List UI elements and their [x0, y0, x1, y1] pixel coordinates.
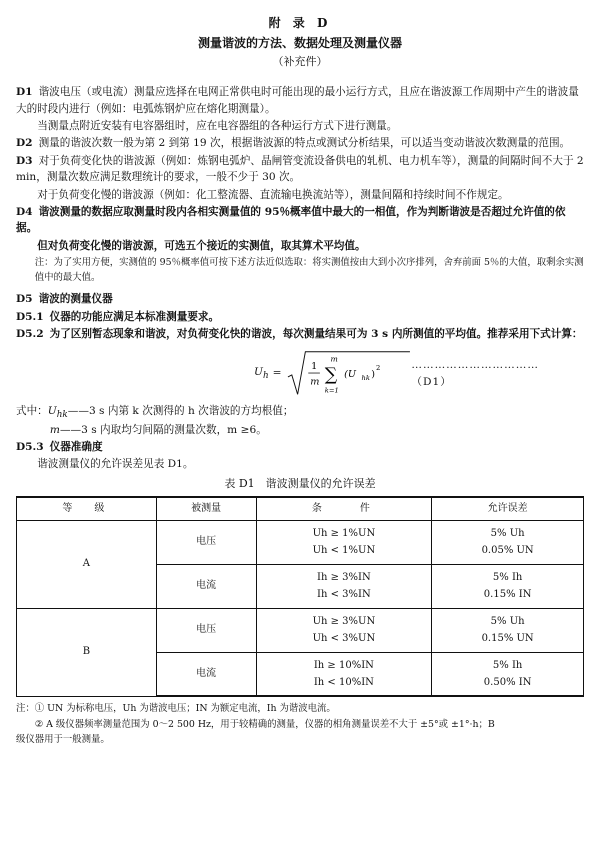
paragraph-d4-note: 注：为了实用方便，实测值的 95％概率值可按下述方法近似选取：将实测值按由大到小次序排列，舍弃前面 5％的大值，取剩余实测值中的最大值。: [34, 257, 584, 284]
clause-label: D4: [16, 206, 33, 219]
paragraph-d5: [16, 291, 584, 307]
clause-label: D5.3: [16, 440, 44, 453]
formula-term-close: ): [370, 368, 375, 380]
footnote-1: 注：① UN 为标称电压，Uh 为谐波电压；IN 为额定电流，Ih 为谐波电流。: [16, 703, 336, 715]
quantity-cell: 电流: [156, 652, 256, 696]
error-table: [16, 496, 584, 698]
appendix-subtitle: 测量谐波的方法、数据处理及测量仪器: [197, 35, 402, 50]
paragraph-d52: [16, 326, 584, 342]
formula-frac-den: m: [309, 376, 319, 388]
formula-def-1: 式中：$U_{hk}——3$ s 内第 k 次测得的 h 次谐波的方均根值；: [16, 404, 294, 420]
formula-lhs: $U_h$: [254, 365, 269, 381]
formula-term: (U: [343, 368, 356, 380]
formula-number: （D1）: [411, 375, 452, 388]
footnote-2: ② A 级仪器频率测量范围为 0～2 500 Hz，用于较精确的测量，仪器的相角测量误差不大于 ±5°或 ±1°·h；B: [34, 718, 495, 730]
appendix-note: （补充件）: [272, 55, 328, 69]
condition-cell: Uh ≥ 3%UN Uh < 3%UN: [256, 608, 432, 652]
formula-root-icon: [286, 347, 412, 401]
formula-equals: =: [272, 367, 282, 380]
table-header-row: [17, 497, 584, 521]
paragraph-d4-cont: 但对负荷变化慢的谐波源，可选五个接近的实测值，取其算术平均值。: [37, 239, 366, 252]
table-row: [17, 520, 584, 564]
header-quantity: 被测量: [156, 497, 256, 521]
table-row: [17, 608, 584, 652]
clause-label: D5: [16, 293, 33, 306]
clause-text: 仪器准确度: [49, 440, 103, 453]
error-cell: 5% Uh 0.15% UN: [432, 608, 584, 652]
grade-cell: B: [17, 608, 157, 696]
quantity-cell: 电压: [156, 520, 256, 564]
formula-term-sub: hk: [361, 373, 370, 382]
formula-exp: 2: [375, 363, 380, 372]
paragraph-d53-cont: 谐波测量仪的允许误差见表 D1。: [37, 458, 194, 471]
paragraph-d1: [16, 84, 584, 117]
clause-text: 测量的谐波次数一般为第 2 到第 19 次，根据谐波源的特点或测试分析结果，可以适当变动谐波次数测量的范围。: [38, 137, 571, 150]
quantity-cell: 电压: [156, 608, 256, 652]
clause-label: D5.1: [16, 310, 44, 323]
condition-cell: Ih ≥ 3%IN Ih < 3%IN: [256, 564, 432, 608]
paragraph-d1-cont: 当测量点附近安装有电容器组时，应在电容器组的各种运行方式下进行测量。: [37, 120, 398, 133]
formula-d1: [16, 347, 584, 401]
paragraph-d3-cont: 对于负荷变化慢的谐波源（例如：化工整流器、直流输电换流站等），测量间隔和持续时间不作规定。: [37, 188, 509, 201]
clause-text: 谐波电压（或电流）测量应选择在电网正常供电时可能出现的最小运行方式，且应在谐波源工作周期中产生的谐波量大的时段内进行（例如：电弧炼钢炉应在熔化期测量）。: [16, 86, 579, 115]
clause-text: 谐波测量的数据应取测量时段内各相实测量值的 95％概率值中最大的一相值，作为判断谐波是否超过允许值的依据。: [16, 206, 566, 235]
formula-sum-bottom: k=1: [324, 386, 339, 395]
paragraph-d4: [16, 204, 584, 237]
clause-label: D1: [16, 86, 33, 99]
table-caption: 表 D1 谐波测量仪的允许误差: [224, 476, 376, 490]
paragraph-d3: [16, 153, 584, 186]
clause-text: 仪器的功能应满足本标准测量要求。: [49, 310, 220, 323]
clause-text: 谐波的测量仪器: [38, 293, 113, 306]
formula-frac-num: 1: [310, 360, 317, 372]
formula-def-2: m——3 s 内取均匀间隔的测量次数，m ≥6。: [49, 424, 267, 437]
error-cell: 5% Uh 0.05% UN: [432, 520, 584, 564]
paragraph-d2: [16, 135, 584, 151]
svg-text:∑: ∑: [324, 364, 337, 385]
condition-cell: Uh ≥ 1%UN Uh < 1%UN: [256, 520, 432, 564]
clause-text: 对于负荷变化快的谐波源（例如：炼钢电弧炉、晶闸管变流设备供电的轧机、电力机车等），测量的间隔时间不大于 2 min，测量次数应满足数理统计的要求，一般不少于 30 次。: [16, 154, 584, 184]
grade-cell: A: [17, 520, 157, 608]
formula-sum-top: m: [330, 354, 338, 364]
header-grade: 等 级: [17, 497, 157, 521]
clause-text: 为了区别暂态现象和谐波，对负荷变化快的谐波，每次测量结果可为 3 s 内所测值的平均值。推荐采用下式计算：: [49, 328, 583, 341]
error-cell: 5% Ih 0.50% IN: [432, 652, 584, 696]
condition-cell: Ih ≥ 10%IN Ih < 10%IN: [256, 652, 432, 696]
clause-label: D2: [16, 137, 33, 150]
paragraph-d51: [16, 309, 584, 325]
header-error: 允许误差: [432, 497, 584, 521]
error-cell: 5% Ih 0.15% IN: [432, 564, 584, 608]
header-condition: 条 件: [256, 497, 432, 521]
clause-label: D3: [16, 154, 33, 167]
paragraph-d53: [16, 439, 584, 455]
clause-label: D5.2: [16, 328, 44, 341]
table-footnotes: [16, 701, 584, 748]
appendix-title: 附 录 D: [268, 16, 332, 30]
footnote-2-cont: 级仪器用于一般测量。: [16, 734, 110, 746]
formula-dots: ……………………………（D1）: [411, 359, 539, 388]
quantity-cell: 电流: [156, 564, 256, 608]
